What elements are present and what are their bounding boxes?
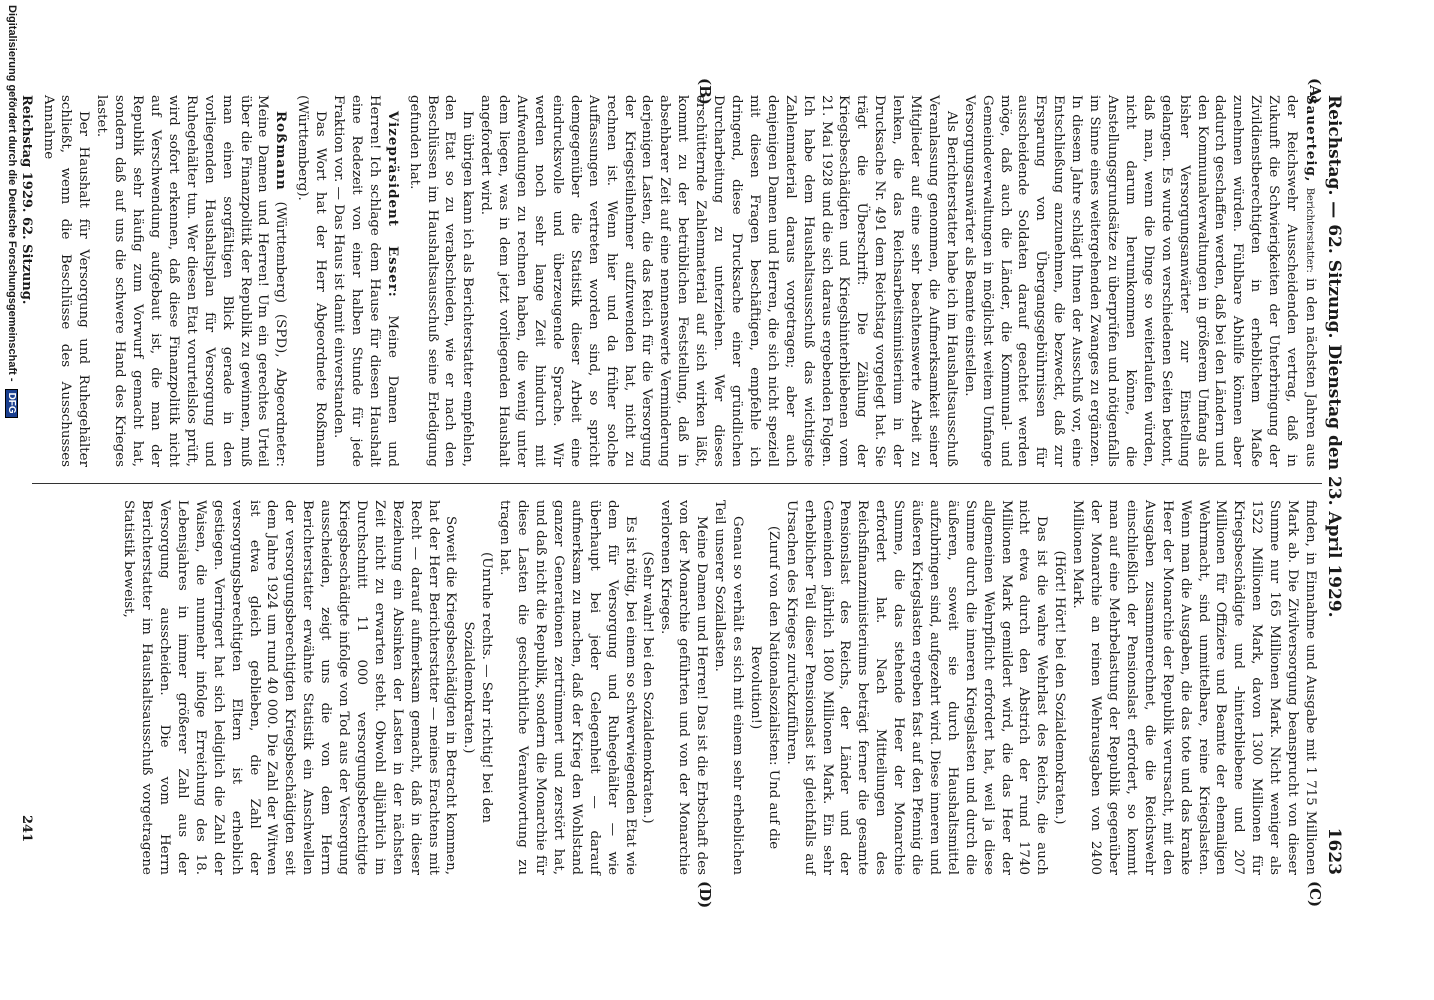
- paragraph: [92, 95, 289, 467]
- interjection: (Sehr wahr! bei den Sozialdemokraten.): [640, 551, 656, 824]
- margin-marker-b: (B): [696, 78, 714, 105]
- speaker-role: Berichterstatter:: [1304, 187, 1315, 273]
- paragraph: [329, 95, 401, 467]
- interjection: (Zuruf von den Nationalsozialisten: Und auf die Revolution!): [747, 525, 781, 850]
- page-number: 1623: [1324, 827, 1344, 875]
- paragraph: Das Wort hat der Herr Abgeordnete Roßmann (Württemberg).: [295, 95, 329, 467]
- page-header: [1324, 95, 1344, 875]
- interjection: (Unruhe rechts. — Sehr richtig! bei den Sozialdemokraten.): [461, 551, 495, 824]
- column-divider: [32, 483, 1322, 484]
- speaker-name: Vizepräsident Esser:: [384, 111, 401, 298]
- paragraph: finden, in Einnahme und Ausgabe mit 1 715 Millionen Mark ab. Die Zivilversorgung beansprucht von dieser Summe nur 165 Millionen Mark. Nicht weniger als 1522 Millionen Mark, davon 1300 Millionen für Kriegsbeschädigte und -hinterbliebene und 207 Millionen für Offiziere und Beamte der ehemaligen Wehrmacht, sind unmittelbare, reine Kriegslasten. Wenn man die Ausgaben, die das tote und das kranke Heer der Monarchie der Republik verursacht, mit den Ausgaben zusammenrechnet, die die Reichswehr einschließlich der Pensionslast erfordert, so kommt man auf eine Mehrbelastung der Republik gegenüber der Monarchie an reinen Wehrausgaben von 2400 Millionen Mark.: [1070, 500, 1318, 875]
- paragraph-text: Meine Damen und Herren! Ich schlage dem Hause für diesen Haushalt eine Redezeit von einer halben Stunde für jede Fraktion vor. — Das Haus ist damit einverstanden.: [331, 95, 400, 467]
- speaker-party: (Württemberg) (SPD), Abgeordneter:: [273, 201, 289, 467]
- margin-marker-a: (A): [1306, 78, 1324, 104]
- left-column: [39, 95, 1319, 467]
- right-column: [119, 500, 1319, 875]
- margin-marker-c: (C): [1306, 881, 1324, 908]
- dfg-logo-icon: DFG: [5, 389, 18, 418]
- paragraph-text: Meine Damen und Herren! Um ein gerechtes Urteil über die Finanzpolitik der Republik zu gewinnen, muß man einen sorgfältigen Blick gerade in den vorliegenden Haushaltsplan für Versorgung und Ruhegehälter tun. Wer diesen Etat vorurteilslos prüft, wird sofort erkennen, daß diese Finanzpolitik nicht auf Verschwendung aufgebaut ist, die man der Republik sehr häufig zum Vorwurf gemacht hat, sondern daß auf uns die schwere Hand des Krieges lastet.: [94, 95, 271, 467]
- paragraph: [960, 95, 1319, 467]
- speaker-name: Sauerteig,: [1303, 95, 1319, 183]
- paragraph: Es ist nötig, bei einem so schwerwiegenden Etat wie dem für Versorgung und Ruhegehälter — wie überhaupt bei jeder Gelegenheit — darauf aufmerksam zu machen, daß der Krieg den Wohlstand ganzer Generationen zertrümmert und zerstört hat, und daß nicht die Republik, sondern die Monarchie für diese Lasten die geschichtliche Verantwortung zu tragen hat.: [497, 500, 638, 875]
- paragraph: Soweit die Kriegsbeschädigten in Betracht kommen, hat der Herr Berichterstatter — meines Erachtens mit Recht — darauf aufmerksam gemacht, daß in dieser Beziehung ein Absinken der Lasten in der nächsten Zeit nicht zu erwarten steht. Obwohl alljährlich im Durchschnitt 11 000 versorgungsberechtigte Kriegsbeschädigte infolge von Tod aus der Versorgung ausscheiden, zeigt uns die von dem Herrn Berichterstatter erwähnte Statistik ein Anschwellen der versorgungsberechtigten Kriegsbeschädigten seit dem Jahre 1924 um rund 40 000. Die Zahl der Witwen ist etwa gleich geblieben, die Zahl der versorgungsberechtigten Eltern ist erheblich gestiegen. Verringert hat sich lediglich die Zahl der Waisen, die nunmehr infolge Erreichung des 18. Lebensjahres in immer größerer Zahl aus der Versorgung ausscheiden. Die vom Herrn Berichterstatter im Haushaltsausschuß vorgetragene Statistik beweist,: [121, 500, 459, 875]
- footer-left: Reichstag 1929. 62. Sitzung.: [19, 95, 34, 305]
- paragraph: Im übrigen kann ich als Berichterstatter empfehlen, den Etat so zu verabschieden, wie er nach den Beschlüssen im Haushaltsausschuß seine Erledigung gefunden hat.: [406, 95, 476, 467]
- paragraph: Der Haushalt für Versorgung und Ruhegehälter schließt, wenn die Beschlüsse des Ausschusses Annahme: [40, 95, 92, 467]
- speaker-name: Roßmann: [273, 111, 290, 191]
- paragraph: Als Berichterstatter habe ich im Haushaltsausschuß Veranlassung genommen, die Aufmerksamkeit seiner Mitglieder auf eine sehr beachtenswerte Arbeit zu lenken, die das Reichsarbeitsministerium in der Drucksache Nr. 491 dem Reichstag vorgelegt hat. Sie trägt die Überschrift: Die Zählung der Kriegsbeschädigten und Kriegshinterbliebenen vom 21. Mai 1928 und die sich daraus ergebenden Folgen. Ich habe dem Haushaltsausschuß das wichtigste Zahlenmaterial daraus vorgetragen; aber auch denjenigen Damen und Herren, die sich nicht speziell mit diesen Fragen beschäftigen, empfehle ich dringend, diese Drucksache einer gründlichen Durcharbeitung zu unterziehen. Wer dieses erschütternde Zahlenmaterial auf sich wirken läßt, kommt zu der betrüblichen Feststellung, daß in absehbarer Zeit auf eine nennenswerte Verminderung derjenigen Lasten, die das Reich für die Versorgung der Kriegsteilnehmer aufzuwenden hat, nicht zu rechnen ist. Wenn hier und da früher solche Auffassungen vertreten worden sind, so spricht demgegenüber die Statistik dieser Arbeit eine eindrucksvolle und überzeugende Sprache. Wir werden noch sehr lange Zeit hindurch mit Aufwendungen zu rechnen haben, die wenig unter dem liegen, was in dem jetzt vorliegenden Haushalt angefordert wird.: [478, 95, 959, 467]
- paragraph: Genau so verhält es sich mit einem sehr erheblichen Teil unserer Soziallasten.: [712, 500, 745, 875]
- paragraph: Das ist die wahre Wehrlast des Reichs, die auch nicht etwa durch den Abstrich der rund 1740 Millionen Mark gemildert wird, die das Heer der allgemeinen Wehrpflicht erfordert hat, weil ja diese Summe durch die inneren Kriegslasten und durch die äußeren, soweit sie durch Haushaltsmittel aufzubringen sind, aufgezehrt wird. Diese inneren und äußeren Kriegslasten ergeben fast auf den Pfennig die Summe, die das stehende Heer der Monarchie erfordert hat. Nach Mitteilungen des Reichsfinanzministeriums beträgt ferner die gesamte Pensionslast des Reichs, der Länder und der Gemeinden jährlich 1800 Millionen Mark. Ein sehr erheblicher Teil dieser Pensionslast ist gleichfalls auf Ursachen des Krieges zurückzuführen.: [783, 500, 1050, 875]
- interjection: (Hört! Hört! bei den Sozialdemokraten.): [1052, 550, 1068, 825]
- paragraph: Meine Damen und Herren! Das ist die Erbschaft des von der Monarchie geführten und von der Monarchie verlorenen Krieges.: [658, 500, 710, 875]
- margin-marker-d: (D): [696, 881, 714, 909]
- paragraph-text: in den nächsten Jahren aus der Reichswehr Ausscheidenden vertrag, daß in Zukunft die Schwierigkeiten der Unterbringung der Zivildienstberechtigten in erheblichem Maße zunehmen würden. Fühlbare Abhilfe können aber dadurch geschaffen werden, daß bei den Ländern und den Kommunalverwaltungen in größerem Umfang als bisher Versorgungsanwärter zur Einstellung gelangen. Es wurde von verschiedenen Seiten betont, daß man, wenn die Dinge so weiterlaufen würden, nicht darum herumkommen könne, die Anstellungsgrundsätze zu überprüfen und nötigenfalls im Sinne eines weitergehenden Zwanges zu ergänzen. In diesem Jahre schlägt Ihnen der Ausschuß vor, eine Entschließung anzunehmen, die bezweckt, daß zur Ersparung von Übergangsgebührnissen für ausscheidende Soldaten darauf geachtet werden möge, daß auch die Länder, die Kommunal- und Gemeindeverwaltungen in möglichst weitem Umfange Versorgungsanwärter als Beamte einstellen.: [961, 95, 1318, 467]
- header-title: Reichstag. — 62. Sitzung. Dienstag den 23. April 1929.: [1324, 95, 1344, 618]
- footer-page-number: 241: [19, 815, 34, 843]
- digitization-credit: Digitalisierung gefördert durch die Deutsche Forschungsgemeinschaft -: [6, 5, 18, 382]
